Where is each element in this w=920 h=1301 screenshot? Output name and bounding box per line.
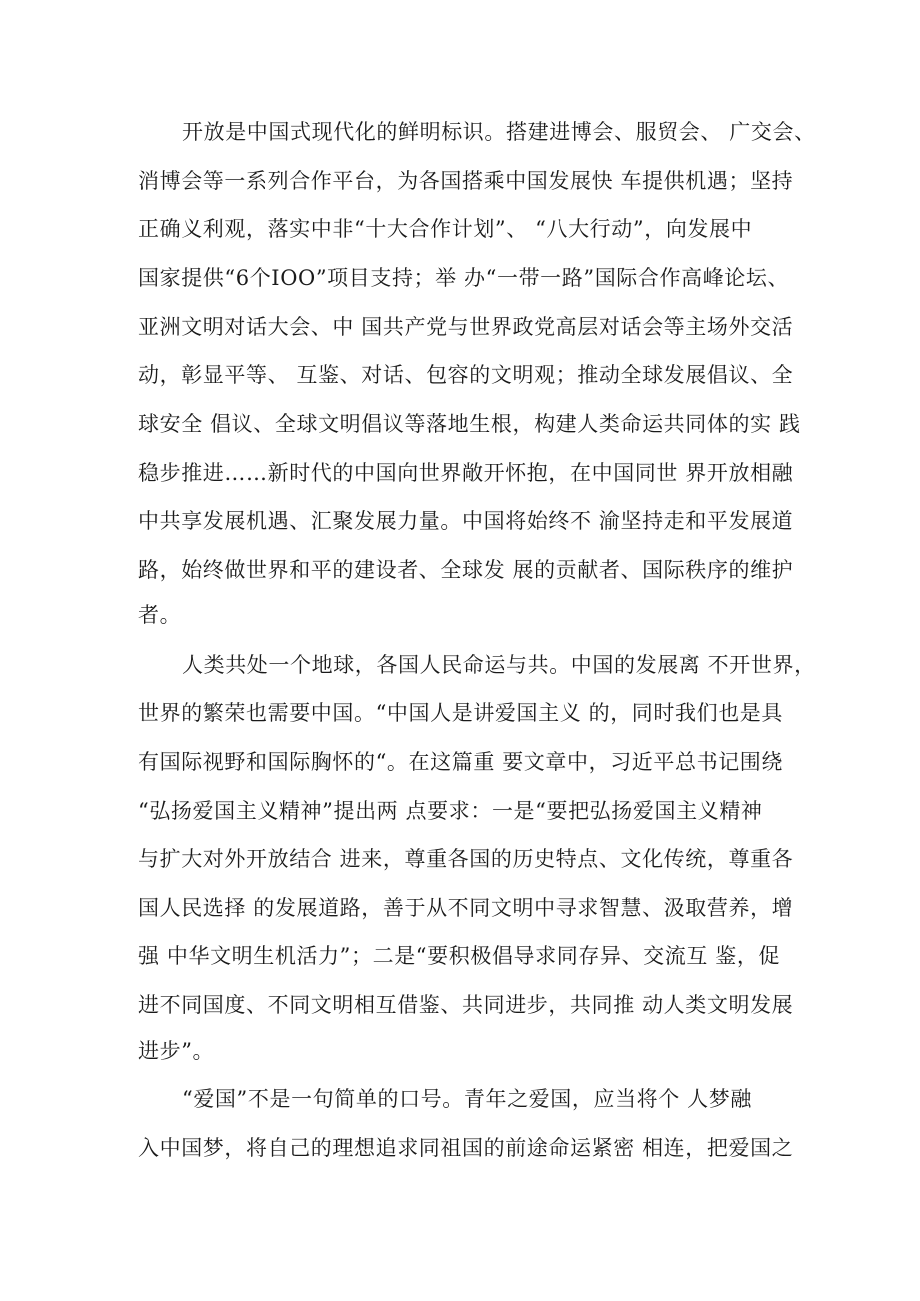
paragraph-1-line-4: 国家提供“6个IOO”项目支持；举 办“一带一路”国际合作高峰论坛、 (138, 266, 790, 290)
paragraph-1-line-5: 亚洲文明对话大会、中 国共产党与世界政党高层对话会等主场外交活 (138, 315, 794, 339)
paragraph-2-line-3: 有国际视野和国际胸怀的“。在这篇重 要文章中，习近平总书记围绕 (138, 750, 784, 774)
paragraph-3-line-1: “爱国”不是一句简单的口号。青年之爱国，应当将个 人梦融 (182, 1087, 752, 1111)
paragraph-2-line-1: 人类共处一个地球，各国人民命运与共。中国的发展离 不开世界， (182, 653, 816, 677)
paragraph-1-line-1: 开放是中国式现代化的鲜明标识。搭建进博会、服贸会、 广交会、 (182, 120, 816, 144)
paragraph-3-line-2: 入中国梦，将自己的理想追求同祖国的前途命运紧密 相连，把爱国之 (138, 1136, 794, 1160)
paragraph-2-line-5: 与扩大对外开放结合 进来，尊重各国的历史特点、文化传统，尊重各 (138, 847, 794, 871)
paragraph-1-line-3: 正确义利观，落实中非“十大合作计划”、 “八大行动”，向发展中 (138, 217, 753, 241)
paragraph-2-line-6: 国人民选择 的发展道路，善于从不同文明中寻求智慧、汲取营养，增 (138, 896, 794, 920)
paragraph-2-line-9: 进步”。 (138, 1039, 215, 1063)
paragraph-1-line-10: 路，始终做世界和平的建设者、全球发 展的贡献者、国际秩序的维护 (138, 558, 794, 582)
paragraph-1-line-9: 中共享发展机遇、汇聚发展力量。中国将始终不 渝坚持走和平发展道 (138, 509, 794, 533)
paragraph-1-line-11: 者。 (138, 603, 182, 627)
paragraph-2-line-2: 世界的繁荣也需要中国。“中国人是讲爱国主义 的，同时我们也是具 (138, 701, 784, 725)
paragraph-1-line-2: 消博会等一系列合作平台，为各国搭乘中国发展快 车提供机遇；坚持 (138, 169, 794, 193)
paragraph-2-line-8: 进不同国度、不同文明相互借鉴、共同进步，共同推 动人类文明发展 (138, 993, 794, 1017)
paragraph-1-line-7: 球安全 倡议、全球文明倡议等落地生根，构建人类命运共同体的实 践 (138, 412, 801, 436)
paragraph-1-line-6: 动，彰显平等、 互鉴、对话、包容的文明观；推动全球发展倡议、全 (138, 363, 794, 387)
paragraph-1-line-8: 稳步推进……新时代的中国向世界敞开怀抱，在中国同世 界开放相融 (138, 461, 794, 485)
paragraph-2-line-7: 强 中华文明生机活力”；二是“要积极倡导求同存异、交流互 鉴，促 (138, 944, 781, 968)
paragraph-2-line-4: “弘扬爱国主义精神”提出两 点要求：一是“要把弘扬爱国主义精神 (138, 799, 763, 823)
